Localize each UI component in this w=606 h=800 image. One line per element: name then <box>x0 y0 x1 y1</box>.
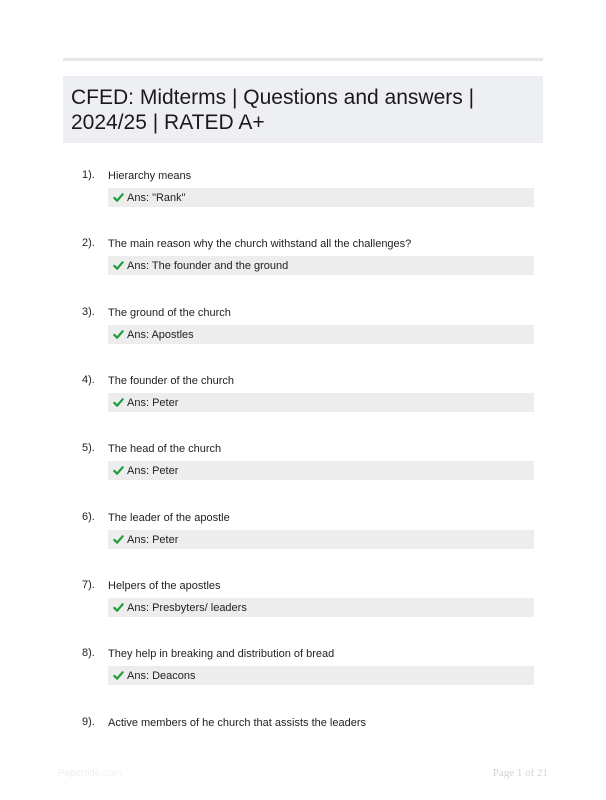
qa-item-2 <box>0 236 606 304</box>
checkmark-icon <box>113 465 124 476</box>
checkmark-icon <box>113 397 124 408</box>
checkmark-icon <box>113 192 124 203</box>
footer-watermark: Papertitle.com <box>58 768 122 779</box>
answer-box <box>108 325 534 344</box>
answer-text: Ans: Peter <box>127 533 179 546</box>
question-text: The ground of the church <box>108 307 231 319</box>
checkmark-icon <box>113 329 124 340</box>
document-title-box <box>63 76 543 143</box>
question-number: 8). <box>82 647 95 659</box>
answer-box <box>108 461 534 480</box>
qa-item-7 <box>0 578 606 646</box>
question-text: Hierarchy means <box>108 170 192 182</box>
question-number: 9). <box>82 716 95 728</box>
checkmark-icon <box>113 260 124 271</box>
question-text: The leader of the apostle <box>108 512 230 524</box>
checkmark-icon <box>113 534 124 545</box>
question-number: 6). <box>82 511 95 523</box>
qa-item-6 <box>0 510 606 578</box>
question-number: 5). <box>82 442 95 454</box>
qa-item-5 <box>0 441 606 509</box>
answer-text: Ans: Peter <box>127 396 179 409</box>
question-number: 3). <box>82 306 95 318</box>
top-divider <box>63 58 543 61</box>
answer-text: Ans: Presbyters/ leaders <box>127 601 247 614</box>
answer-text: Ans: "Rank" <box>127 191 186 204</box>
checkmark-icon <box>113 670 124 681</box>
answer-box <box>108 393 534 412</box>
answer-text: Ans: Deacons <box>127 669 196 682</box>
answer-box <box>108 598 534 617</box>
answer-text: Ans: The founder and the ground <box>127 259 289 272</box>
question-number: 1). <box>82 169 95 181</box>
answer-box <box>108 188 534 207</box>
question-text: Active members of he church that assists the leaders <box>108 717 367 729</box>
answer-text: Ans: Apostles <box>127 328 194 341</box>
answer-box <box>108 256 534 275</box>
page-indicator: Page 1 of 21 <box>492 767 548 779</box>
qa-item-3 <box>0 305 606 373</box>
qa-item-8 <box>0 646 606 714</box>
answer-box <box>108 530 534 549</box>
checkmark-icon <box>113 602 124 613</box>
question-text: They help in breaking and distribution of bread <box>108 648 335 660</box>
question-number: 7). <box>82 579 95 591</box>
qa-item-1 <box>0 168 606 236</box>
question-number: 2). <box>82 237 95 249</box>
question-text: The founder of the church <box>108 375 234 387</box>
question-text: The main reason why the church withstand all the challenges? <box>108 238 412 250</box>
answer-text: Ans: Peter <box>127 464 179 477</box>
question-number: 4). <box>82 374 95 386</box>
answer-box <box>108 666 534 685</box>
question-text: Helpers of the apostles <box>108 580 221 592</box>
qa-item-4 <box>0 373 606 441</box>
document-title: CFED: Midterms | Questions and answers | 2024/25 | RATED A+ <box>71 86 475 134</box>
question-text: The head of the church <box>108 443 222 455</box>
